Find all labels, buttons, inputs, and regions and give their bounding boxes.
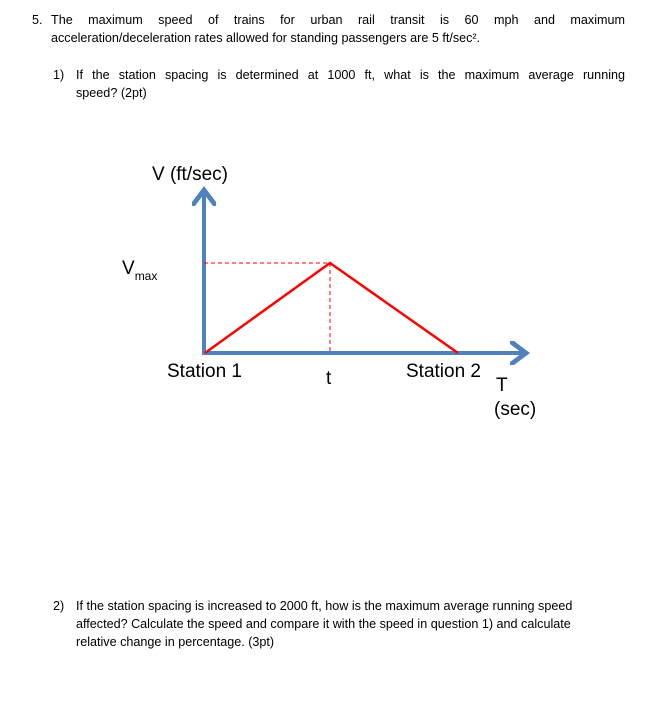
vmax-subscript: max (134, 269, 158, 283)
sub2-number: 2) (53, 599, 65, 613)
station-2-label: Station 2 (406, 361, 481, 382)
sub2-line1: If the station spacing is increased to 2000 ft, how is the maximum average running speed (76, 599, 573, 613)
question-text-line1: The maximum speed of trains for urban rail transit is 60 mph and maximum (51, 13, 625, 27)
t-label: t (326, 368, 332, 389)
sub2-line2: affected? Calculate the speed and compare it with the speed in question 1) and calculate (76, 617, 571, 631)
sub1-line2: speed? (2pt) (76, 86, 147, 100)
vmax-v: V (122, 258, 135, 279)
sub2-line3: relative change in percentage. (3pt) (76, 635, 275, 649)
x-axis-unit: (sec) (494, 399, 537, 420)
speed-profile (205, 263, 458, 353)
question-number: 5. (32, 13, 43, 27)
sub1-line1: If the station spacing is determined at 1000 ft, what is the maximum average running (76, 68, 625, 82)
vmax-label (122, 258, 158, 283)
question-text-line2: acceleration/deceleration rates allowed for standing passengers are 5 ft/sec². (51, 31, 481, 45)
sub1-number: 1) (53, 68, 65, 82)
station-1-label: Station 1 (167, 361, 242, 382)
y-axis-label: V (ft/sec) (152, 164, 229, 185)
x-axis-label: T (496, 375, 508, 396)
